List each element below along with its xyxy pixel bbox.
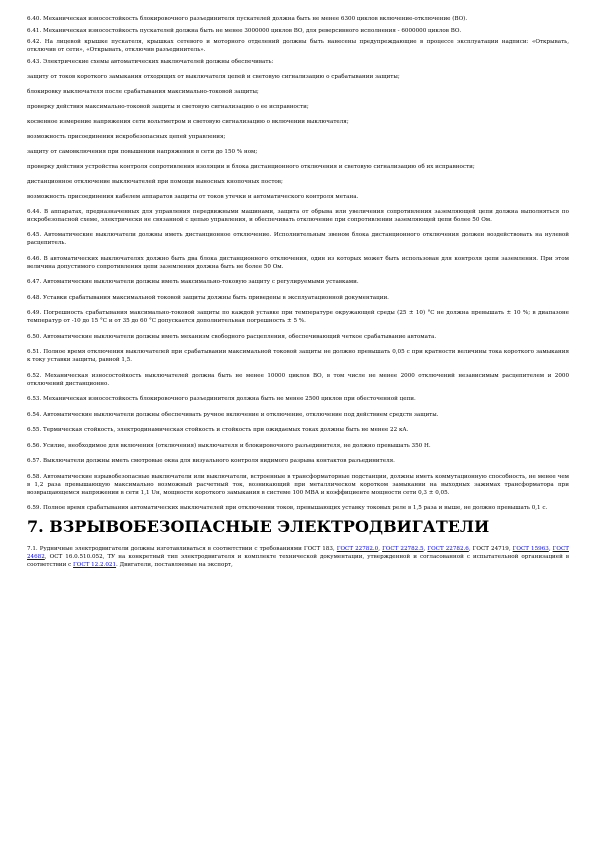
clause-paragraph: косвенное измерение напряжения сети вольтметром и световую сигнализацию о включении выключателя; — [27, 118, 349, 125]
intro-text: , ГОСТ 24719, — [468, 546, 513, 552]
clause-paragraph: 6.43. Электрические схемы автоматических выключателей должны обеспечивать: — [27, 58, 274, 65]
clause-paragraph: 6.52. Механическая износостойкость выключателей должна быть не менее 10000 циклов ВО, в том числе не менее 2000 отключений независимым расцепителем и 2000 отключений дистанционно. — [27, 372, 569, 387]
intro-text: , ОСТ 16.0.510.052, ТУ на конкретный тип электродвигателя и комплекте технической документации, утвержденной и согласованной с испытательной организацией в соответствии с — [27, 554, 569, 568]
clause-paragraph: 6.54. Автоматические выключатели должны обеспечивать ручное включение и отключение, отключение под действием средств защиты. — [27, 411, 439, 418]
clause-paragraph: блокировку выключателя после срабатывания максимально-токовой защиты; — [27, 88, 259, 95]
clause-paragraph: возможность присоединения кабелем аппаратов защиты от токов утечки и автоматического контроля метана. — [27, 193, 359, 200]
intro-text: . Двигатели, поставляемые на экспорт, — [116, 562, 233, 568]
standard-link[interactable]: ГОСТ 15963 — [512, 546, 549, 552]
clause-paragraph: 6.42. На лицевой крышке пускателя, крышках сетевого и моторного отделений должны быть нанесены предупреждающие в процессе эксплуатации надписи: «Открывать, отключив от сети», «Открывать, отключив разъединитель». — [27, 39, 569, 53]
clause-paragraph: 6.48. Уставки срабатывания максимальной токовой защиты должны быть приведены в эксплуатационной документации. — [27, 294, 389, 301]
intro-text: 7.1. Рудничные электродвигатели должны изготавливаться в соответствии с требованиями ГОСТ 183, — [27, 546, 337, 552]
clause-paragraph: 6.45. Автоматические выключатели должны иметь дистанционное отключение. Исполнительным звеном блока дистанционного отключения должен воздействовать на нулевой расцепитель. — [27, 232, 569, 246]
section-heading: 7. ВЗРЫВОБЕЗОПАСНЫЕ ЭЛЕКТРОДВИГАТЕЛИ — [27, 517, 490, 536]
clause-paragraph: 6.51. Полное время отключения выключателей при срабатывании максимальной токовой защиты не должно превышать 0,05 с при кратности величины тока короткого замыкания к току уставки защиты, равной 1,5. — [27, 349, 569, 363]
clause-paragraph: 6.57. Выключатели должны иметь смотровые окна для визуального контроля видимого разрыва контактов разъединителя. — [27, 458, 395, 464]
clause-paragraph: 6.50. Автоматические выключатели должны иметь механизм свободного расцепления, обеспечивающий четкое срабатывание автомата. — [27, 333, 437, 340]
clause-paragraph: 6.49. Погрешность срабатывания максимально-токовой защиты по каждой уставке при температуре окружающей среды (25 ± 10) °С не должна превышать ± 10 %; в диапазоне температур от -10 до 15 °С и от 35 до 60 °С допускается дополнительная погрешность ± 5 %. — [27, 310, 569, 324]
standard-link[interactable]: ГОСТ 22782.0 — [336, 546, 379, 552]
clause-paragraph: проверку действия устройства контроля сопротивления изоляции и блока дистанционного отключения и световую сигнализацию об их исправности; — [27, 163, 475, 170]
clause-paragraph: защиту от токов короткого замыкания отходящих от выключателя цепей и световую сигнализацию о срабатывании защиты; — [27, 73, 400, 80]
standard-link[interactable]: ГОСТ 22782.5 — [382, 546, 424, 552]
clause-paragraph: 6.53. Механическая износостойкость блокировочного разъединителя должна быть не менее 2500 циклов при обесточенной цепи. — [27, 396, 416, 402]
clause-paragraph: 6.46. В автоматических выключателях должно быть два блока дистанционного отключения, один из которых может быть использован для контроля цепи заземления. При этом величина допустимого сопротивления цепи заземления должна быть не более 50 Ом. — [27, 255, 569, 270]
intro-text: , — [423, 546, 428, 552]
clause-paragraph: 6.41. Механическая износостойкость пускателей должна быть не менее 3000000 циклов ВО, для реверсивного исполнения - 6000000 циклов ВО. — [27, 27, 462, 34]
clause-paragraph: 6.56. Усилие, необходимое для включения (отключения) выключателя и блокировочного разъединителя, не должно превышать 350 Н. — [27, 442, 431, 449]
clause-paragraph: возможность присоединения искробезопасных цепей управления; — [27, 133, 226, 140]
clause-paragraph: 6.44. В аппаратах, предназначенных для управления передвижными машинами, защита от обрыва или увеличения сопротивления заземляющей цепи должна выполняться по искробезопасной схеме, электрически не связанной с цепью управления, и обеспечивать отключение при сопротивлении заземляющей цепи более 50 Ом. — [27, 208, 569, 223]
clause-paragraph: дистанционное отключение выключателей при помощи выносных кнопочных постов; — [27, 178, 283, 185]
clause-paragraph: проверку действия максимально-токовой защиты и световую сигнализацию о ее исправности; — [27, 103, 309, 110]
clause-paragraph: 6.40. Механическая износостойкость блокировочного разъединителя пускателей должна быть не менее 6300 циклов включение-отключение (ВО). — [27, 16, 468, 22]
standard-link[interactable]: ГОСТ 22782.6 — [427, 546, 469, 552]
clause-paragraph: 6.55. Термическая стойкость, электродинамическая стойкость и стойкость при ожидаемых токах должны быть не менее 22 кА. — [27, 427, 409, 433]
intro-text: , — [378, 546, 383, 552]
clause-paragraph: 6.59. Полное время срабатывания автоматических выключателей при отключении токов, превышающих уставку токовых реле в 1,5 раза и выше, не должно превышать 0,1 с. — [27, 505, 548, 511]
standard-link[interactable]: ГОСТ 12.2.021 — [73, 562, 117, 568]
clause-paragraph: защиту от самовключения при повышении напряжения в сети до 150 % ном; — [27, 148, 258, 155]
standard-link[interactable]: ГОСТ 24682 — [27, 546, 569, 560]
clause-paragraph: 6.47. Автоматические выключатели должны иметь максимально-токовую защиту с регулируемыми уставками. — [27, 279, 359, 285]
section-intro-paragraph — [27, 545, 569, 569]
paragraph-list — [27, 15, 569, 512]
clause-paragraph: 6.58. Автоматические взрывобезопасные выключатели или выключатели, встроенные в трансформаторные подстанции, должны иметь коммутационную способность, не менее чем в 1,2 раза превышающую максимально возможный расчетный ток, возникающий при металлическом коротком замыкании на выходных зажимах трансформатора при возвращающемся напряжении в сети 1,1 Uн, мощности короткого замыкания в системе 100 МВА и коэффициенте мощности сети 0,3 ± 0,05. — [27, 473, 569, 496]
intro-text: , — [548, 546, 553, 552]
